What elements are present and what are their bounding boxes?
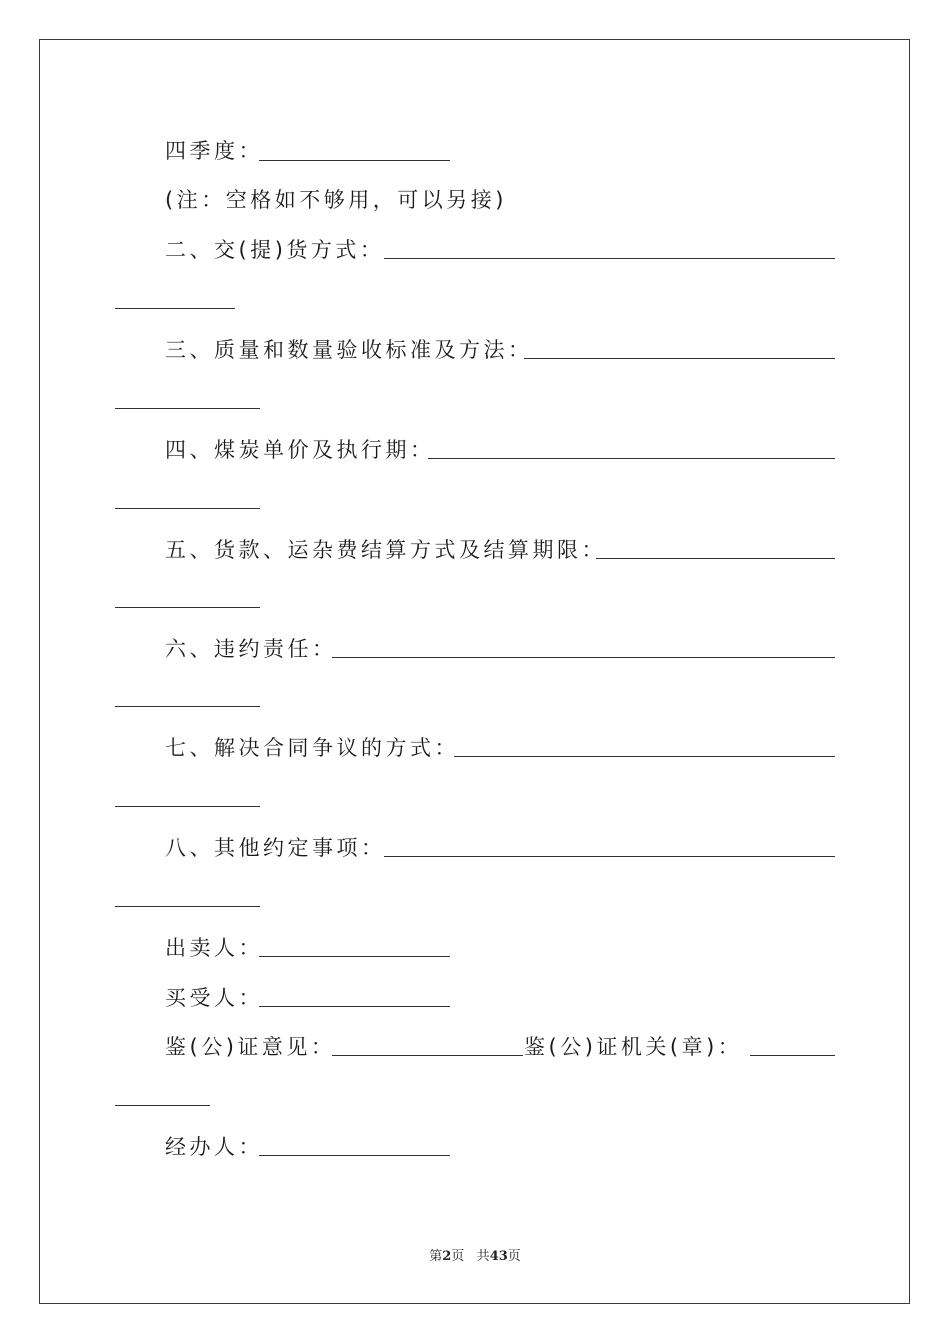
item-2-label: 二、交(提)货方式：: [165, 238, 385, 262]
page-frame: [39, 39, 910, 1304]
buyer-label: 买受人：: [165, 986, 263, 1010]
page-suffix: 页: [451, 1249, 465, 1264]
blank-notary-office[interactable]: [750, 1055, 835, 1056]
handler-label: 经办人：: [165, 1135, 263, 1159]
item-5-label: 五、货款、运杂费结算方式及结算期限：: [165, 538, 606, 562]
blank-handler[interactable]: [259, 1155, 450, 1156]
total-suffix: 页: [507, 1249, 521, 1264]
blank-item-6-cont[interactable]: [115, 706, 260, 707]
note-text: (注：空格如不够用，可以另接): [165, 188, 507, 212]
blank-buyer[interactable]: [259, 1006, 450, 1007]
blank-item-3[interactable]: [524, 358, 835, 359]
blank-item-2[interactable]: [384, 258, 835, 259]
total-pages: 43: [489, 1249, 508, 1264]
total-prefix: 共: [476, 1249, 490, 1264]
item-6-label: 六、违约责任：: [165, 637, 337, 661]
blank-item-8[interactable]: [384, 856, 835, 857]
label-q4: 四季度：: [165, 139, 263, 163]
blank-item-7[interactable]: [454, 756, 835, 757]
blank-q4[interactable]: [259, 160, 450, 161]
blank-item-8-cont[interactable]: [115, 906, 260, 907]
item-8-label: 八、其他约定事项：: [165, 836, 386, 860]
item-3-label: 三、质量和数量验收标准及方法：: [165, 338, 533, 362]
blank-item-5[interactable]: [596, 558, 835, 559]
blank-item-5-cont[interactable]: [115, 607, 260, 608]
page-number: 2: [442, 1249, 452, 1264]
blank-seller[interactable]: [259, 956, 450, 957]
page-footer: [0, 1245, 950, 1264]
blank-item-6[interactable]: [332, 657, 835, 658]
blank-item-2-cont[interactable]: [115, 308, 235, 309]
blank-item-4[interactable]: [428, 458, 835, 459]
blank-item-4-cont[interactable]: [115, 508, 260, 509]
item-7-label: 七、解决合同争议的方式：: [165, 736, 459, 760]
blank-notary-opinion[interactable]: [332, 1055, 523, 1056]
notary-opinion-label: 鉴(公)证意见：: [165, 1035, 336, 1059]
seller-label: 出卖人：: [165, 936, 263, 960]
blank-notary-office-cont[interactable]: [115, 1105, 210, 1106]
item-4-label: 四、煤炭单价及执行期：: [165, 438, 435, 462]
blank-item-3-cont[interactable]: [115, 408, 260, 409]
notary-office-label: 鉴(公)证机关(章)：: [524, 1035, 743, 1059]
page-prefix: 第: [429, 1249, 443, 1264]
blank-item-7-cont[interactable]: [115, 806, 260, 807]
